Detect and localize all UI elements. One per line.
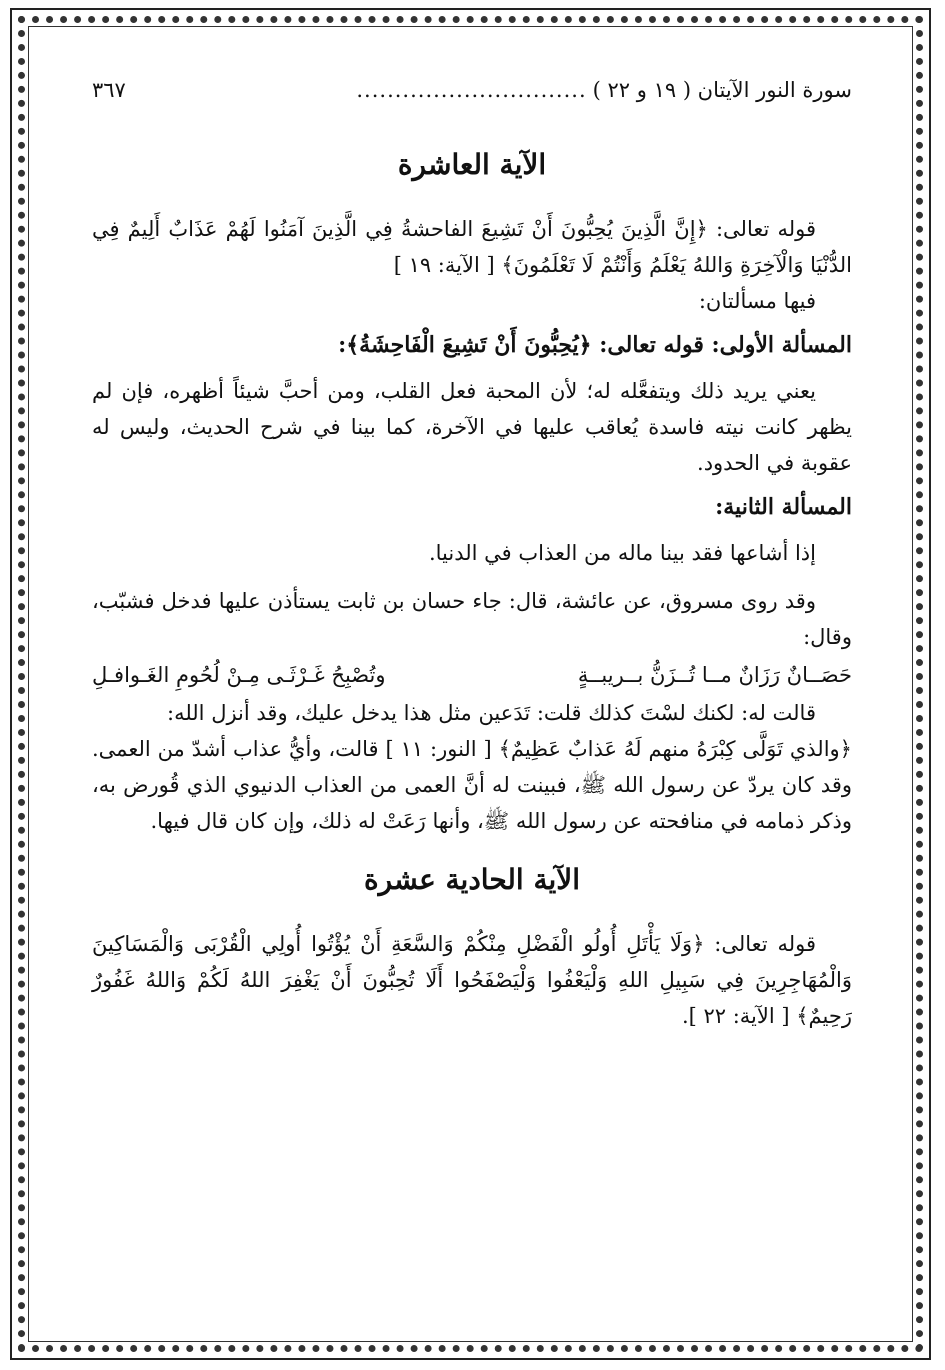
issue-1-text: يعني يريد ذلك ويتفعَّله له؛ لأن المحبة فعل القلب، ومن أحبَّ شيئاً أظهره، فإن لم يظهر كانت نيته فاسدة يُعاقب عليها في الآخرة، كما بينا في شرح الحديث، وليس له عقوبة في الحدود. — [92, 379, 852, 475]
running-title: سورة النور الآيتان ( ١٩ و ٢٢ ) — [592, 78, 852, 102]
page-content — [92, 78, 852, 1034]
issue-1-heading: المسألة الأولى: قوله تعالى: ﴿يُحِبُّونَ أَنْ تَشِيعَ الْفَاحِشَةُ﴾: — [338, 332, 852, 358]
aisha-reply: قالت له: لكنك لسْتَ كذلك قلت: تَدَعين مثل هذا يدخل عليك، وقد أنزل الله: — [167, 701, 816, 725]
section-heading-11: الآية الحادية عشرة — [363, 863, 581, 896]
verse-hemistich-left: وتُصْبِحُ غَـرْثَـى مِـنْ لُحُومِ الغَـوافـلِ — [92, 663, 386, 687]
issues-intro: فيها مسألتان: — [698, 289, 816, 313]
narration-text: وقد روى مسروق، عن عائشة، قال: جاء حسان بن ثابت يستأذن عليها فدخل فشبّب، وقال: — [92, 589, 852, 649]
verse-quote-22: قوله تعالى: ﴿وَلَا يَأْتَلِ أُولُو الْفَضْلِ مِنْكُمْ وَالسَّعَةِ أَنْ يُؤْتُوا أُولِي الْقُرْبَى وَالْمَسَاكِينَ وَالْمُهَاجِرِينَ فِي سَبِيلِ اللهِ وَلْيَعْفُوا وَلْيَصْفَحُوا أَلَا تُحِبُّونَ أَنْ يَغْفِرَ اللهُ لَكُمْ وَاللهُ غَفُورٌ رَحِيمٌ﴾ [ الآية: ٢٢ ]. — [92, 932, 852, 1028]
section-heading-10: الآية العاشرة — [397, 148, 547, 181]
issue-2-text: إذا أشاعها فقد بينا ماله من العذاب في الدنيا. — [428, 541, 816, 565]
verse-quote-19: قوله تعالى: ﴿إِنَّ الَّذِينَ يُحِبُّونَ أَنْ تَشِيعَ الفاحشةُ فِي الَّذِينَ آمَنُوا لَهُمْ عَذَابٌ أَلِيمٌ فِي الدُّنْيَا وَالْآخِرَةِ وَاللهُ يَعْلَمُ وَأَنْتُمْ لَا تَعْلَمُونَ﴾ [ الآية: ١٩ ] — [92, 217, 852, 277]
running-header — [92, 78, 852, 124]
verse-quote-11: ﴿والذي تَوَلَّى كِبْرَهُ منهم لَهُ عَذابٌ عَظِيمٌ﴾ [ النور: ١١ ] قالت، وأيُّ عذاب أشدّ من العمى. وقد كان يردّ عن رسول الله ﷺ، فبينت له أنَّ العمى من العذاب الدنيوي الذي قُورض به، وذكر ذمامه في منافحته عن رسول الله ﷺ، وأنها رَعَتْ له ذلك، وإن كان قال فيها. — [92, 737, 852, 833]
page-number: ٣٦٧ — [92, 78, 126, 102]
poetry-verse — [92, 655, 852, 695]
verse-hemistich-right: حَصَــانٌ رَزَانٌ مــا تُــزَنُّ بــريبــةٍ — [577, 663, 852, 687]
issue-2-heading: المسألة الثانية: — [715, 494, 852, 520]
leader-dots: .............................. — [356, 78, 587, 102]
